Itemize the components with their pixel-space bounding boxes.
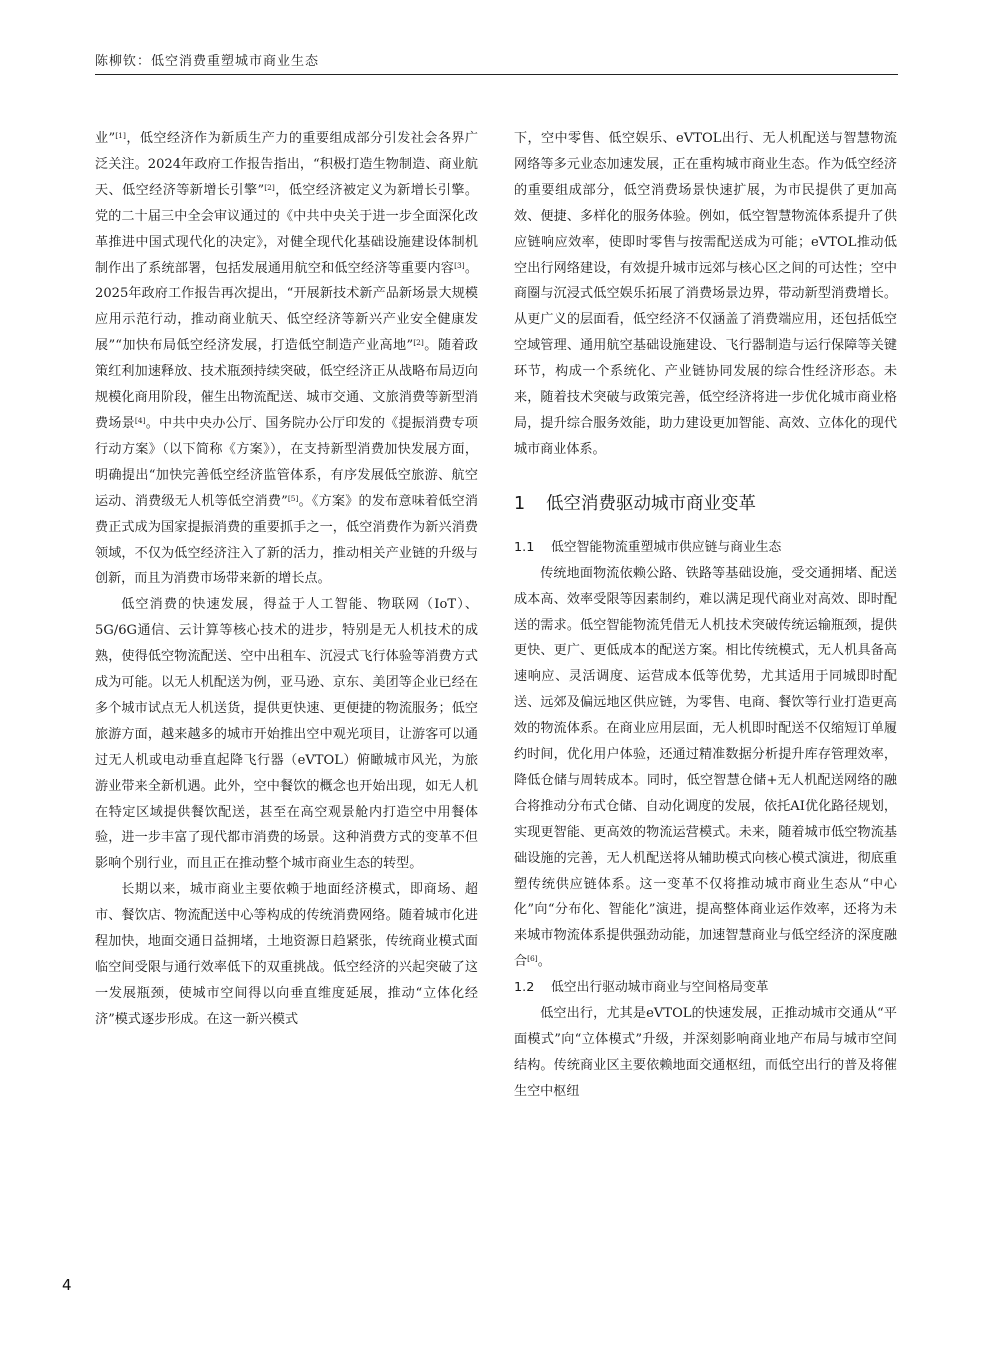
paragraph: 长期以来，城市商业主要依赖于地面经济模式，即商场、超市、餐饮店、物流配送中心等构成的传统消费网络。随着城市化进程加快，地面交通日益拥堵，土地资源日趋紧张，传统商业模式面临空间受限与通行效率低下的双重挑战。低空经济的兴起突破了这一发展瓶颈，使城市空间得以向垂直维度延展，推动“立体化经济”模式逐步形成。在这一新兴模式: [95, 882, 478, 1027]
subsection-title: 低空智能物流重塑城市供应链与商业生态: [551, 539, 782, 555]
paragraph: 低空出行，尤其是eVTOL的快速发展，正推动城市交通从“平面模式”向“立体模式”升级，并深刻影响商业地产布局与城市空间结构。传统商业区主要依赖地面交通枢纽，而低空出行的普及将催生空中枢纽: [514, 1006, 897, 1099]
paragraph: 下，空中零售、低空娱乐、eVTOL出行、无人机配送与智慧物流网络等多元业态加速发展，正在重构城市商业生态。作为低空经济的重要组成部分，低空消费场景快速扩展，为市民提供了更加高效、便捷、多样化的服务体验。例如，低空智慧物流体系提升了供应链响应效率，使即时零售与按需配送成为可能；eVTOL推动低空出行网络建设，有效提升城市远郊与核心区之间的可达性；空中商圈与沉浸式低空娱乐拓展了消费场景边界，带动新型消费增长。从更广义的层面看，低空经济不仅涵盖了消费端应用，还包括低空空域管理、通用航空基础设施建设、飞行器制造与运行保障等关键环节，构成一个系统化、产业链协同发展的综合性经济形态。未来，随着技术突破与政策完善，低空经济将进一步优化城市商业格局，提升综合服务效能，助力建设更加智能、高效、立体化的现代城市商业体系。: [514, 131, 897, 457]
subsection-heading: [514, 535, 897, 561]
text-run: 传统地面物流依赖公路、铁路等基础设施，受交通拥堵、配送成本高、效率受限等因素制约，难以满足现代商业对高效、即时配送的需求。低空智能物流凭借无人机技术突破传统运输瓶颈，提供更快、更广、更低成本的配送方案。相比传统模式，无人机具备高速响应、灵活调度、运营成本低等优势，尤其适用于同城即时配送、远郊及偏远地区供应链，为零售、电商、餐饮等行业打造更高效的物流体系。在商业应用层面，无人机即时配送不仅缩短订单履约时间，优化用户体验，还通过精准数据分析提升库存管理效率，降低仓储与周转成本。同时，低空智慧仓储+无人机配送网络的融合将推动分布式仓储、自动化调度的发展，依托AI优化路径规划，实现更智能、更高效的物流运营模式。未来，随着城市低空物流基础设施的完善，无人机配送将从辅助模式向核心模式演进，彻底重塑传统供应链体系。这一变革不仅将推动城市商业生态从“中心化”向“分布化、智能化”演进，提高整体商业运作效率，还将为未来城市物流体系提供强劲动能，加速智慧商业与低空经济的深度融合: [514, 565, 897, 970]
right-column: [514, 126, 897, 1105]
subsection-number: 1.2: [514, 980, 535, 996]
citation-ref: [4]: [134, 415, 146, 425]
text-run: 。《方案》的发布意味着低空消费正式成为国家提振消费的重要抓手之一，低空消费作为新兴消费领域，不仅为低空经济注入了新的活力，推动相关产业链的升级与创新，而且为消费市场带来新的增长点。: [95, 493, 478, 587]
text-run: 。2025年政府工作报告再次提出，“开展新技术新产品新场景大规模应用示范行动，推动商业航天、低空经济等新兴产业安全健康发展”“加快布局低空经济发展，打造低空制造产业高地”: [95, 260, 479, 354]
text-run: ，低空经济作为新质生产力的重要组成部分引发社会各界广泛关注。2024年政府工作报告指出，“积极打造生物制造、商业航天、低空经济等新增长引擎”: [95, 131, 479, 198]
section-number: 1: [514, 493, 526, 514]
paragraph: 低空消费的快速发展，得益于人工智能、物联网（IoT）、5G/6G通信、云计算等核心技术的进步，特别是无人机技术的成熟，使得低空物流配送、空中出租车、沉浸式飞行体验等消费方式成为可能。以无人机配送为例，亚马逊、京东、美团等企业已经在多个城市试点无人机送货，提供更快速、更便捷的物流服务；低空旅游方面，越来越多的城市开始推出空中观光项目，让游客可以通过无人机或电动垂直起降飞行器（eVTOL）俯瞰城市风光，为旅游业带来全新机遇。此外，空中餐饮的概念也开始出现，如无人机在特定区域提供餐饮配送，甚至在高空观景舱内打造空中用餐体验，进一步丰富了现代都市消费的场景。这种消费方式的变革不但影响个别行业，而且正在推动整个城市商业生态的转型。: [95, 597, 478, 872]
citation-ref: [5]: [287, 493, 299, 503]
text-run: 业”: [95, 131, 116, 146]
citation-ref: [2]: [264, 182, 275, 192]
text-run: ，低空经济被定义为新增长引擎。党的二十届三中全会审议通过的《中共中央关于进一步全面深化改革推进中国式现代化的决定》，对健全现代化基础设施建设体制机制作出了系统部署，包括发展通用航空和低空经济等重要内容: [95, 182, 478, 276]
citation-ref: [2]: [413, 338, 424, 348]
page-number: 4: [62, 1276, 72, 1294]
citation-ref: [1]: [115, 130, 126, 140]
paragraph: [95, 126, 478, 592]
section-heading: [514, 489, 897, 519]
citation-ref: [6]: [527, 954, 538, 964]
text-run: 。: [537, 954, 551, 970]
subsection-number: 1.1: [514, 539, 535, 555]
subsection-heading: [514, 975, 897, 1001]
paragraph: [514, 561, 897, 976]
running-head: 陈柳钦：低空消费重塑城市商业生态: [95, 54, 320, 69]
subsection-title: 低空出行驱动城市商业与空间格局变革: [551, 980, 769, 996]
text-run: 。中共中央办公厅、国务院办公厅印发的《提振消费专项行动方案》（以下简称《方案》），在支持新型消费加快发展方面，明确提出“加快完善低空经济监管体系，有序发展低空旅游、航空运动、消费级无人机等低空消费”: [95, 415, 479, 509]
left-column: [95, 126, 478, 1033]
header-rule: [95, 74, 898, 75]
citation-ref: [3]: [454, 260, 465, 270]
text-run: 。随着政策红利加速释放、技术瓶颈持续突破，低空经济正从战略布局迈向规模化商用阶段，催生出物流配送、城市交通、文旅消费等新型消费场景: [95, 338, 478, 431]
section-title: 低空消费驱动城市商业变革: [546, 493, 756, 514]
